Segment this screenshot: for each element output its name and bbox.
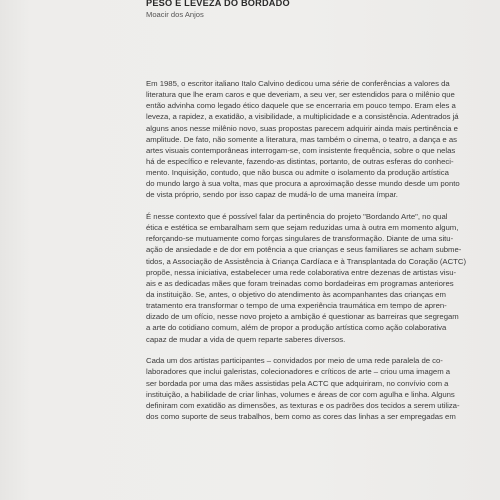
text-line: da instituição. Se, antes, o objetivo do atendimento às acompanhantes das crianças em xyxy=(146,290,446,300)
text-line: tratamento era transformar o tempo de uma experiência traumática em tempo de apren- xyxy=(146,301,447,311)
text-line: tidos, a Associação de Assistência à Criança Cardíaca e à Transplantada do Coração (ACTC) xyxy=(146,256,467,266)
text-line: Cada um dos artistas participantes – convidados por meio de uma rede paralela de co- xyxy=(146,356,443,366)
text-line: amplitude. De fato, não somente a literatura, mas também o cinema, o teatro, a dança e as xyxy=(146,134,457,144)
text-line: propõe, nessa iniciativa, estabelecer uma rede colaborativa entre dezenas de artistas visu- xyxy=(146,267,457,277)
paragraph xyxy=(146,355,478,422)
text-line: então advinha como legado ético daquele que se encerraria em pouco tempo. Eram eles a xyxy=(146,101,456,111)
text-line: Em 1985, o escritor italiano Italo Calvino dedicou uma série de conferências a valores da xyxy=(146,79,450,88)
text-line: ais e as dedicadas mães que foram treinadas como bordadeiras em programas anteriores xyxy=(146,278,454,288)
article-title: PESO E LEVEZA DO BORDADO xyxy=(146,0,290,8)
text-line: do mundo largo à sua volta, mas que procura a aproximação desse mundo desde um ponto xyxy=(146,179,460,189)
text-line: literatura que lhe eram caros e que deveriam, a seu ver, ser estendidos para o milênio que xyxy=(146,90,455,100)
text-line: alguns anos nesse milênio novo, suas propostas parecem adquirir ainda mais pertinência e xyxy=(146,123,458,133)
text-line: capaz de mudar a vida de quem reparte saberes diversos. xyxy=(146,334,346,344)
text-line: há de específico e relevante, fazendo-as distintas, portanto, de outras esferas do conheci- xyxy=(146,156,454,166)
text-line: dos como suporte de seus trabalhos, bem como as cores das linhas a ser empregadas em xyxy=(146,411,456,421)
text-line: reforçando-se mutuamente como forças singulares de transformação. Diante de uma situ- xyxy=(146,234,454,244)
paragraph xyxy=(146,78,478,201)
text-line: dizado de um ofício, nesse novo projeto a ambição é questionar as barreiras que segregam xyxy=(146,312,459,322)
text-line: instituição, a habilidade de criar linhas, volumes e áreas de cor com agulha e linha. Alguns xyxy=(146,389,455,399)
article-body xyxy=(146,78,478,433)
text-line: ser bordada por uma das mães assistidas pela ACTC que adquiriram, no convívio com a xyxy=(146,378,449,388)
text-line: É nesse contexto que é possível falar da pertinência do projeto "Bordando Arte", no qual xyxy=(146,212,448,222)
text-line: laboradores que inclui galeristas, colecionadores e críticos de arte – criou uma imagem a xyxy=(146,367,451,377)
text-line: de vista próprio, sendo por isso capaz de mudá-lo de uma maneira ímpar. xyxy=(146,190,398,200)
text-line: leveza, a rapidez, a exatidão, a visibilidade, a multiplicidade e a consistência. Adentrados já xyxy=(146,112,459,122)
text-line: a arte do cotidiano comum, além de propor a produção artística como ação colaborativa xyxy=(146,323,447,333)
text-line: ação de ansiedade e de dor em potência a que crianças e seus familiares se acham subme- xyxy=(146,245,462,255)
text-line: artes visuais contemporâneas interrogam-se, com insistente frequência, sobre o que nelas xyxy=(146,145,456,155)
text-line: mento. Inquisição, contudo, que não busca ou admite o isolamento da produção artística xyxy=(146,168,449,178)
text-line: ética e estética se embaralham sem que sejam reduzidas uma à outra em momento algum, xyxy=(146,223,459,233)
text-line: definiram com exatidão as dimensões, as texturas e os padrões dos tecidos a serem utiliza- xyxy=(146,400,460,410)
article-author: Moacir dos Anjos xyxy=(146,10,204,19)
paragraph xyxy=(146,211,478,345)
